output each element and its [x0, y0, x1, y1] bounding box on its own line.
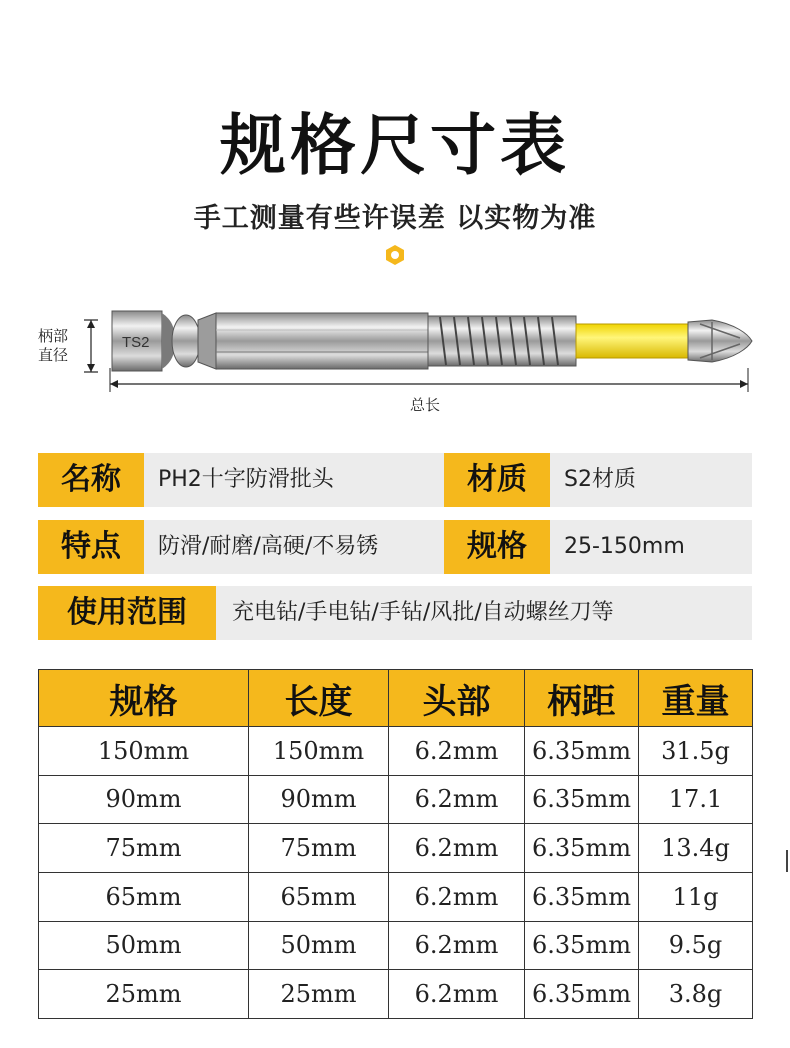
- table-cell: 6.35mm: [525, 727, 639, 776]
- table-cell: 6.2mm: [389, 970, 525, 1019]
- name-label: 名称: [38, 453, 144, 507]
- table-cell: 9.5g: [639, 921, 753, 970]
- table-cell: 13.4g: [639, 824, 753, 873]
- table-row: [39, 872, 753, 921]
- table-cell: 150mm: [39, 727, 249, 776]
- spec-row-name: [38, 453, 752, 507]
- table-cell: 6.2mm: [389, 824, 525, 873]
- table-row: [39, 775, 753, 824]
- spec-row-usage: [38, 586, 752, 640]
- table-cell: 6.2mm: [389, 727, 525, 776]
- usage-value: 充电钻/手电钻/手钻/风批/自动螺丝刀等: [232, 600, 614, 625]
- hexagon-icon: [384, 244, 406, 266]
- table-row: [39, 921, 753, 970]
- table-cell: 17.1: [639, 775, 753, 824]
- table-cell: 65mm: [39, 872, 249, 921]
- header-head: 头部: [389, 670, 525, 727]
- table-cell: 6.35mm: [525, 872, 639, 921]
- table-row: [39, 824, 753, 873]
- name-value: PH2十字防滑批头: [158, 467, 334, 492]
- page-title: 规格尺寸表: [220, 107, 570, 184]
- table-cell: 6.35mm: [525, 970, 639, 1019]
- table-header-row: [39, 670, 753, 727]
- header-shank: 柄距: [525, 670, 639, 727]
- table-row: [39, 970, 753, 1019]
- spec-row-feature: [38, 520, 752, 574]
- table-cell: 50mm: [39, 921, 249, 970]
- material-label: 材质: [444, 453, 550, 507]
- table-cell: 150mm: [249, 727, 389, 776]
- page-subtitle: 手工测量有些许误差 以实物为准: [193, 203, 597, 234]
- usage-label: 使用范围: [38, 586, 216, 640]
- material-value: S2材质: [564, 467, 636, 492]
- table-cell: 75mm: [249, 824, 389, 873]
- header-size: 规格: [39, 670, 249, 727]
- table-row: [39, 727, 753, 776]
- header-length: 长度: [249, 670, 389, 727]
- table-cell: 50mm: [249, 921, 389, 970]
- shank-diameter-text: 柄部 直径: [38, 327, 69, 364]
- header-weight: 重量: [639, 670, 753, 727]
- size-label: 规格: [444, 520, 550, 574]
- table-cell: 31.5g: [639, 727, 753, 776]
- table-cell: 6.35mm: [525, 824, 639, 873]
- table-cell: 25mm: [249, 970, 389, 1019]
- bit-diagram: [0, 280, 790, 420]
- table-cell: 11g: [639, 872, 753, 921]
- table-cell: 6.2mm: [389, 921, 525, 970]
- total-length-label: 总长: [410, 396, 441, 414]
- feature-value: 防滑/耐磨/高硬/不易锈: [158, 534, 379, 559]
- table-cell: 3.8g: [639, 970, 753, 1019]
- table-cell: 75mm: [39, 824, 249, 873]
- feature-label: 特点: [38, 520, 144, 574]
- table-cell: 6.2mm: [389, 775, 525, 824]
- edge-divider: [786, 850, 788, 872]
- bit-drawing: [0, 280, 790, 392]
- table-cell: 6.35mm: [525, 921, 639, 970]
- table-cell: 6.35mm: [525, 775, 639, 824]
- table-cell: 6.2mm: [389, 872, 525, 921]
- bit-engraving: TS2: [122, 334, 150, 351]
- size-value: 25-150mm: [564, 534, 685, 559]
- table-cell: 65mm: [249, 872, 389, 921]
- table-cell: 90mm: [249, 775, 389, 824]
- table-cell: 25mm: [39, 970, 249, 1019]
- size-table: [38, 669, 753, 1019]
- table-cell: 90mm: [39, 775, 249, 824]
